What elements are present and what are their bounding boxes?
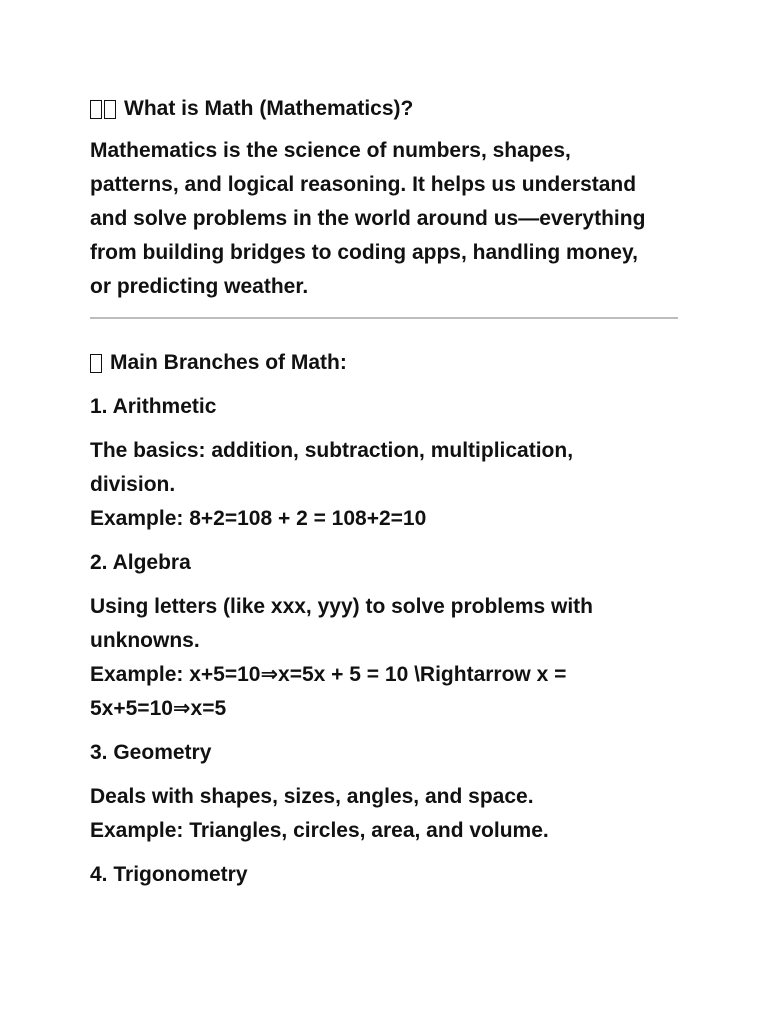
intro-line: Mathematics is the science of numbers, shapes,	[90, 139, 571, 162]
document-page	[90, 92, 680, 892]
branch-body-arithmetic	[90, 434, 680, 536]
intro-line: from building bridges to coding apps, handling money,	[90, 241, 638, 264]
intro-line: patterns, and logical reasoning. It helps us understand	[90, 173, 637, 196]
math-emoji-icon	[90, 100, 118, 119]
document-title	[90, 92, 680, 126]
branch-example-line: Example: Triangles, circles, area, and volume.	[90, 819, 549, 842]
branch-body-algebra	[90, 590, 680, 726]
branch-title-geometry: 3. Geometry	[90, 741, 212, 764]
title-text: What is Math (Mathematics)?	[124, 97, 414, 120]
branch-title-algebra: 2. Algebra	[90, 551, 191, 574]
branches-heading-text: Main Branches of Math:	[110, 351, 347, 374]
branch-example-line: Example: x+5=10⇒x=5x + 5 = 10 \Rightarrow x =	[90, 663, 567, 686]
intro-line: and solve problems in the world around us—everything	[90, 207, 646, 230]
branch-title-trigonometry: 4. Trigonometry	[90, 863, 248, 886]
branch-example-line: Example: 8+2=108 + 2 = 108+2=10	[90, 507, 427, 530]
branch-example-line: 5x+5=10⇒x=5	[90, 697, 227, 720]
branch-title-arithmetic: 1. Arithmetic	[90, 395, 217, 418]
branch-desc-line: Using letters (like xxx, yyy) to solve problems with	[90, 595, 593, 618]
branch-desc-line: division.	[90, 473, 176, 496]
branch-desc-line: unknowns.	[90, 629, 200, 652]
intro-line: or predicting weather.	[90, 275, 309, 298]
branch-desc-line: The basics: addition, subtraction, multiplication,	[90, 439, 574, 462]
branches-emoji-icon	[90, 354, 104, 373]
section-divider	[90, 317, 678, 319]
branch-desc-line: Deals with shapes, sizes, angles, and space.	[90, 785, 534, 808]
branches-heading	[90, 346, 680, 380]
branch-body-geometry	[90, 780, 680, 848]
intro-paragraph	[90, 134, 680, 304]
